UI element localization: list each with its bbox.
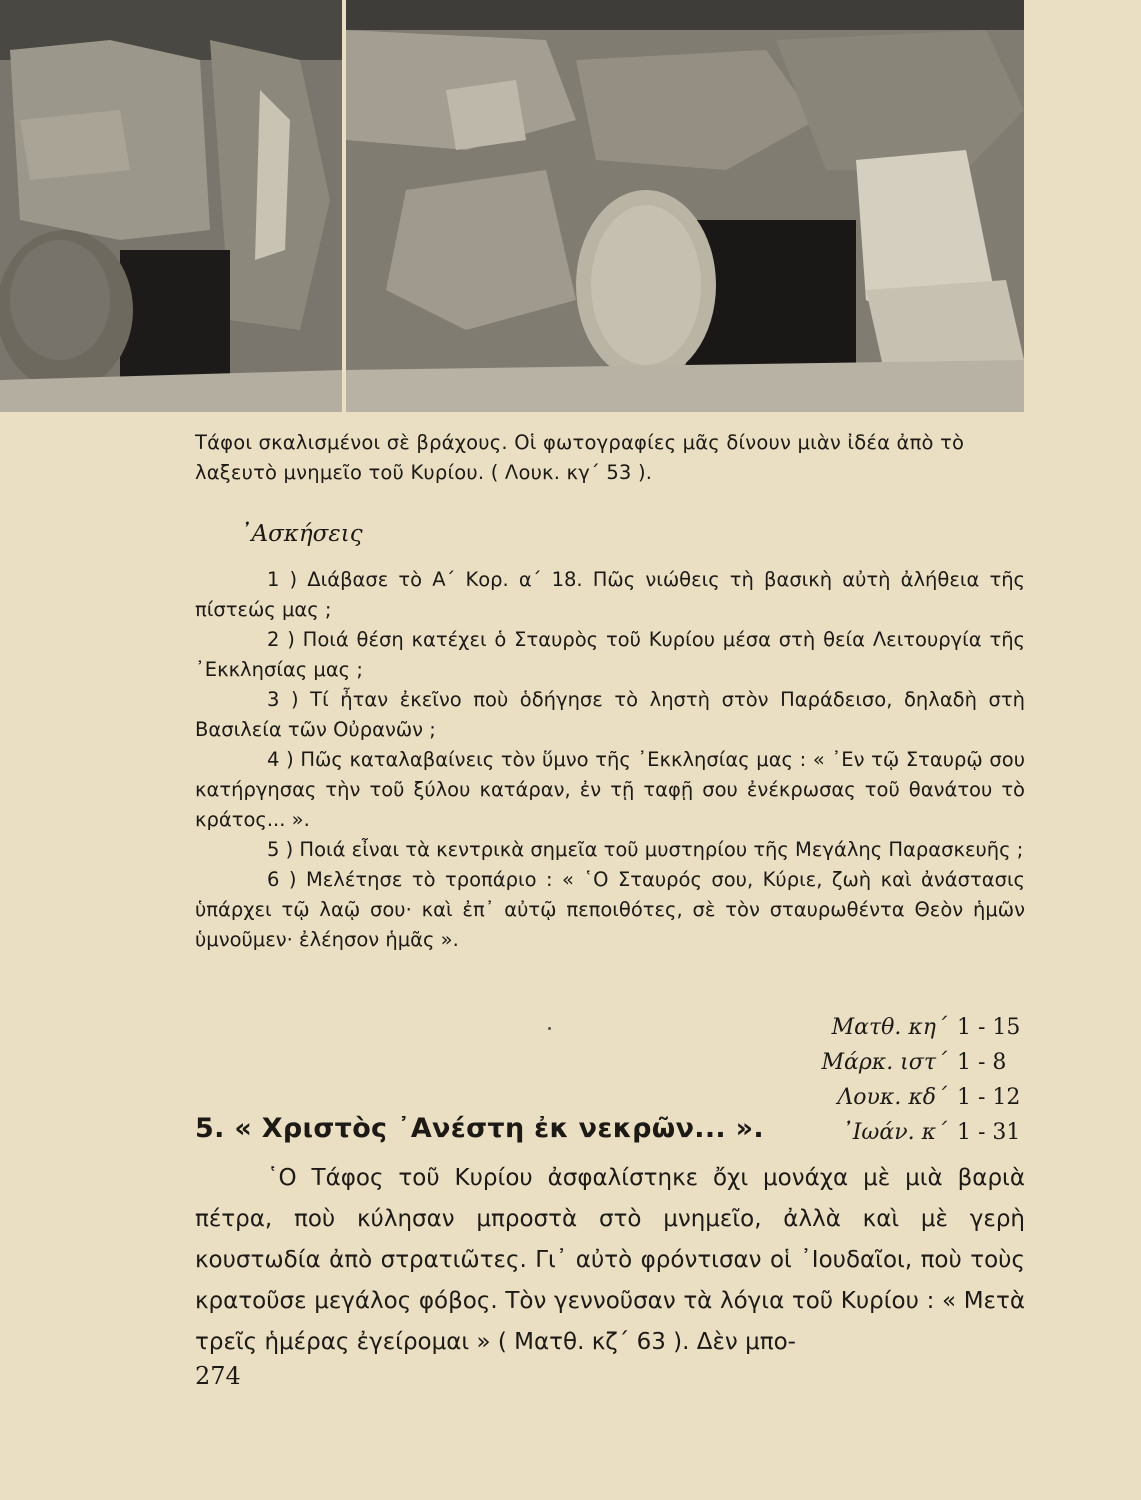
exercise-item: 1 ) Διάβασε τὸ Α΄ Κορ. α΄ 18. Πῶς νιώθεις τὴ βασικὴ αὐτὴ ἀλήθεια τῆς πίστεώς μας ; (195, 568, 1025, 621)
exercise-item: 6 ) Μελέτησε τὸ τροπάριο : « ῾Ο Σταυρός σου, Κύριε, ζωὴ καὶ ἀνάστασις ὑπάρχει τῷ λαῷ σου· καὶ ἐπ᾿ αὐτῷ πεποιθότες, σὲ τὸν σταυρωθέντα Θεὸν ἡμῶν ὑμνοῦμεν· ἐλέησον ἡμᾶς ». (195, 868, 1025, 951)
page-number: 274 (195, 1362, 241, 1390)
reference-book: Ματθ. κη΄ (831, 1015, 947, 1040)
reference-item (810, 1045, 1025, 1080)
exercise-item: 4 ) Πῶς καταλαβαίνεις τὸν ὕμνο τῆς ᾿Εκκλησίας μας : « ᾿Εν τῷ Σταυρῷ σου κατήργησας τὴν τοῦ ξύλου κατάραν, ἐν τῇ ταφῇ σου ἐνέκρωσας τοῦ θανάτου τὸ κράτος... ». (195, 748, 1025, 831)
scripture-references (810, 1010, 1025, 1150)
section-paragraph: ῾Ο Τάφος τοῦ Κυρίου ἀσφαλίστηκε ὄχι μονάχα μὲ μιὰ βαριὰ πέτρα, ποὺ κύλησαν μπροστὰ στὸ μνημεῖο, ἀλλὰ καὶ μὲ γερὴ κουστωδία ἀπὸ στρατιῶτες. Γι᾿ αὐτὸ φρόντισαν οἱ ᾿Ιουδαῖοι, ποὺ τοὺς κρατοῦσε μεγάλος φόβος. Τὸν γεννοῦσαν τὰ λόγια τοῦ Κυρίου : « Μετὰ τρεῖς ἡμέρας ἐγείρομαι » ( Ματθ. κζ΄ 63 ). Δὲν μπο- (195, 1165, 1025, 1355)
exercises-heading: ᾿Ασκήσεις (240, 521, 363, 547)
tomb-photo-right (346, 0, 1024, 412)
reference-book: Μάρκ. ιστ΄ (821, 1050, 947, 1075)
stray-dot (548, 1027, 551, 1030)
reference-verses: 1 - 31 (957, 1120, 1021, 1145)
exercise-item: 3 ) Τί ἦταν ἐκεῖνο ποὺ ὁδήγησε τὸ ληστὴ στὸν Παράδεισο, δηλαδὴ στὴ Βασιλεία τῶν Οὐρανῶν ; (195, 688, 1025, 741)
reference-item (810, 1115, 1025, 1150)
reference-verses: 1 - 8 (957, 1050, 1007, 1075)
section-title: 5. « Χριστὸς ᾿Ανέστη ἐκ νεκρῶν... ». (195, 1113, 764, 1144)
reference-verses: 1 - 12 (957, 1085, 1021, 1110)
reference-book: ᾿Ιωάν. κ΄ (841, 1120, 947, 1145)
exercise-item: 5 ) Ποιά εἶναι τὰ κεντρικὰ σημεῖα τοῦ μυστηρίου τῆς Μεγάλης Παρασκευῆς ; (267, 838, 1024, 861)
tomb-photographs (0, 0, 1024, 412)
reference-item (810, 1080, 1025, 1115)
reference-book: Λουκ. κδ΄ (837, 1085, 947, 1110)
reference-item (810, 1010, 1025, 1045)
exercises-list (195, 565, 1025, 955)
reference-verses: 1 - 15 (957, 1015, 1021, 1040)
exercise-item: 2 ) Ποιά θέση κατέχει ὁ Σταυρὸς τοῦ Κυρίου μέσα στὴ θεία Λειτουργία τῆς ᾿Εκκλησίας μας ; (195, 628, 1025, 681)
tomb-photo-left (0, 0, 342, 412)
photo-caption: Τάφοι σκαλισμένοι σὲ βράχους. Οἱ φωτογραφίες μᾶς δίνουν μιὰν ἰδέα ἀπὸ τὸ λαξευτὸ μνημεῖο τοῦ Κυρίου. ( Λουκ. κγ΄ 53 ). (195, 431, 965, 484)
